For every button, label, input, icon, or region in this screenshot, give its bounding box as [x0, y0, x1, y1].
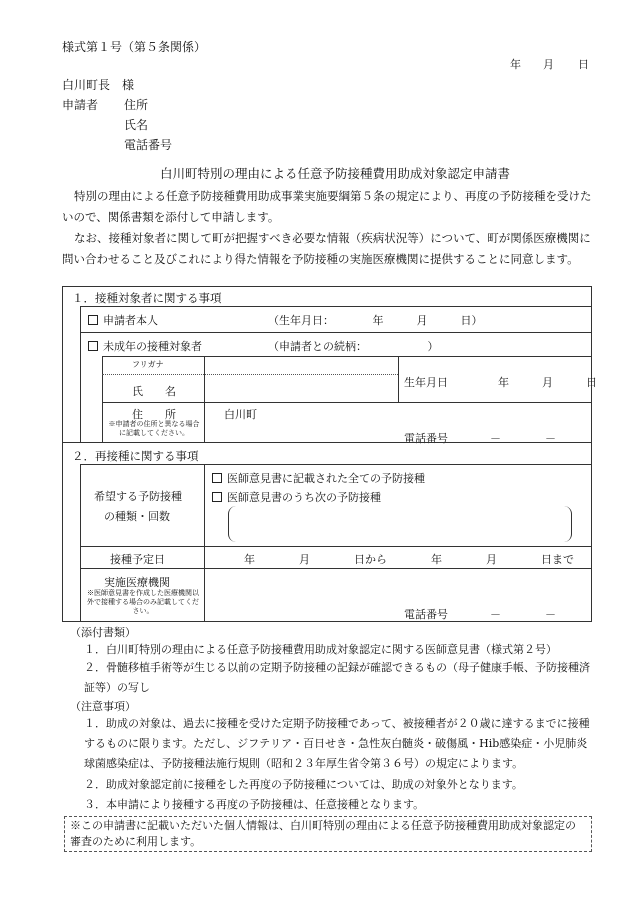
date-year: 年: [510, 58, 521, 71]
note-item-3: ３．本申請により接種する再度の予防接種は、任意接種となります。: [84, 798, 425, 811]
section2-header: ２．再接種に関する事項: [72, 449, 199, 463]
desired-label-2: の種類・回数: [104, 510, 170, 523]
desired-label-1: 希望する予防接種: [94, 490, 182, 503]
option-minor[interactable]: 未成年の接種対象者: [88, 338, 202, 354]
checkbox-all[interactable]: [212, 473, 222, 483]
facility-phone-dashes: － －: [490, 608, 556, 621]
section1-header: １．接種対象者に関する事項: [72, 291, 222, 305]
facility-note: ※医師意見書を作成した医療機関以外で接種する場合のみ記載してください。: [87, 589, 199, 615]
date-month: 月: [543, 58, 554, 71]
name-field[interactable]: [205, 357, 397, 401]
applicant-name-label: 氏名: [124, 118, 149, 132]
address-label: 住 所: [132, 408, 176, 421]
minor-relation: （申請者との続柄： ）: [268, 340, 439, 353]
address-phone-label: 電話番号: [404, 432, 448, 445]
address-phone-dashes: － －: [490, 432, 556, 445]
furigana-label: フリガナ: [132, 360, 164, 369]
checkbox-some[interactable]: [212, 492, 222, 502]
applicant-address-label: 住所: [124, 98, 149, 112]
address-value: 白川町: [224, 408, 257, 421]
address-note: ※申請者の住所と異なる場合に記載してください。: [108, 420, 200, 437]
form-number: 様式第１号（第５条関係）: [62, 40, 207, 54]
birth-units: 年 月 日: [498, 376, 597, 389]
page-title: 白川町特別の理由による任意予防接種費用助成対象認定申請書: [160, 166, 511, 181]
attachment-item-2: ２．骨髄移植手術等が生じる以前の定期予防接種の記録が確認できるもの（母子健康手帳、予防接種済証等）の写し: [84, 661, 590, 694]
checkbox-self[interactable]: [88, 315, 98, 325]
option-all-vaccines[interactable]: 医師意見書に記載された全ての予防接種: [212, 470, 425, 486]
attachments-header: （添付書類）: [70, 626, 136, 639]
applicant-label: 申請者: [62, 98, 99, 112]
intro-paragraph: 特別の理由による任意予防接種費用助成事業実施要綱第５条の規定により、再度の予防接種を受けたいので、関係書類を添付して申請します。: [62, 189, 592, 224]
notes-header: （注意事項）: [70, 700, 136, 713]
birth-label: 生年月日: [404, 376, 448, 389]
privacy-notice: ※この申請書に記載いただいた個人情報は、白川町特別の理由による任意予防接種費用助成対象認定の審査のために利用します。: [70, 819, 576, 848]
attachment-item-1: １．白川町特別の理由による任意予防接種費用助成対象認定に関する医師意見書（様式第２号）: [84, 643, 557, 656]
vaccine-detail-field[interactable]: [228, 506, 572, 542]
name-label: 氏 名: [132, 385, 176, 398]
note-item-2: ２．助成対象認定前に接種をした再度の予防接種については、助成の対象外となります。: [84, 778, 523, 791]
applicant-phone-label: 電話番号: [124, 138, 173, 152]
checkbox-minor[interactable]: [88, 341, 98, 351]
consent-paragraph: なお、接種対象者に関して町が把握すべき必要な情報（疾病状況等）について、町が関係医療機関に問い合わせること及びこれにより得た情報を予防接種の実施医療機関に提供することに同意します。: [62, 231, 591, 266]
schedule-value: 年 月 日から 年 月 日まで: [244, 553, 574, 566]
self-birthdate: （生年月日： 年 月 日）: [268, 314, 483, 327]
schedule-label: 接種予定日: [110, 553, 165, 566]
option-some-vaccines[interactable]: 医師意見書のうち次の予防接種: [212, 489, 381, 505]
option-self[interactable]: 申請者本人: [88, 312, 158, 328]
facility-label: 実施医療機関: [104, 576, 170, 589]
date-day: 日: [578, 58, 589, 71]
note-item-1: １．助成の対象は、過去に接種を受けた定期予防接種であって、被接種者が２０歳に達するまでに接種するものに限ります。ただし、ジフテリア・百日せき・急性灰白髄炎・破傷風・Hib感染症・小児肺炎球菌感染症は、予防接種法施行規則（昭和２３年厚生省令第３６号）の規定によります。: [84, 717, 590, 770]
facility-phone-label: 電話番号: [404, 608, 448, 621]
addressee: 白川町長 様: [62, 78, 135, 92]
